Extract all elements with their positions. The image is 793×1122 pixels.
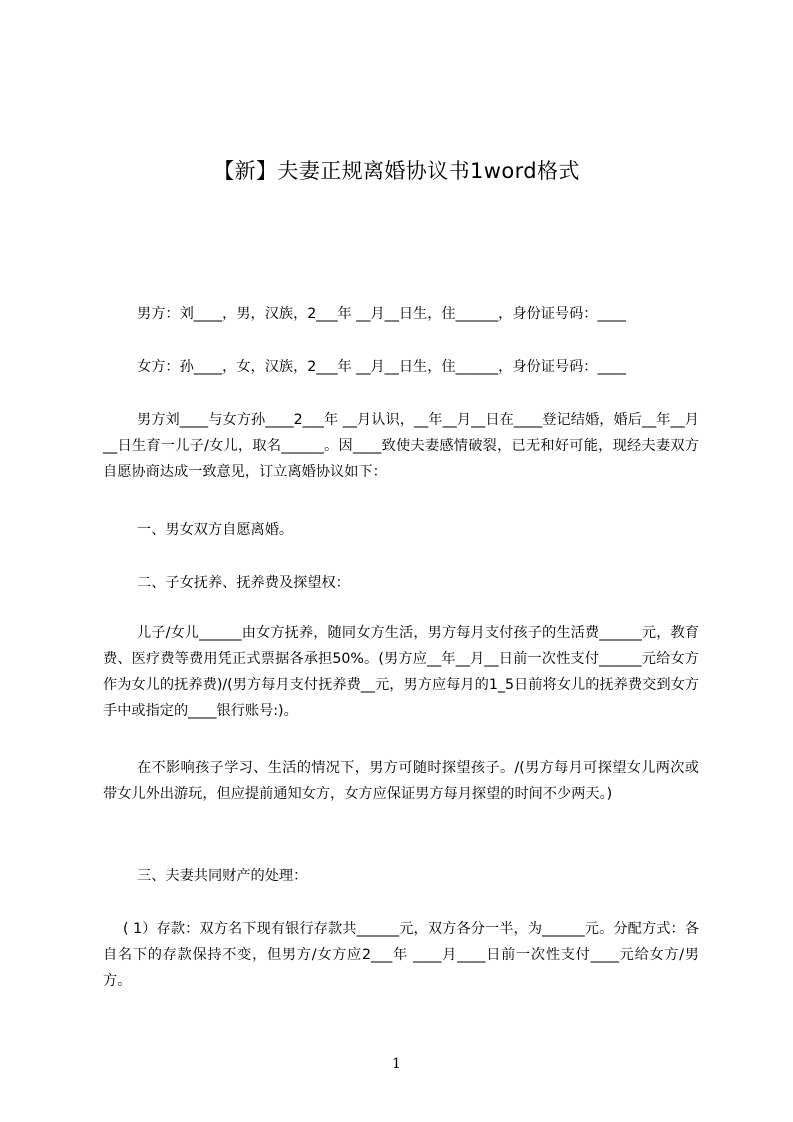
section-one-heading: 一、男女双方自愿离婚。	[137, 522, 294, 539]
savings-paragraph: ( 1）存款：双方名下现有银行存款共______元，双方各分一半，为______元。分配方式：各自名下的存款保持不变，但男方/女方应2___年 ____月____日前一次性支付____元给女方/男方。	[103, 921, 699, 990]
visitation-paragraph: 在不影响孩子学习、生活的情况下，男方可随时探望孩子。/(男方每月可探望女儿两次或带女儿外出游玩，但应提前通知女方，女方应保证男方每月探望的时间不少两天。)	[103, 760, 699, 803]
introduction-paragraph: 男方刘____与女方孙____2___年 __月认识，__年__月__日在____登记结婚，婚后__年__月__日生育一儿子/女儿，取名______。因____致使夫妻感情破裂，已无和好可能，现经夫妻双方自愿协商达成一致意见，订立离婚协议如下：	[103, 412, 699, 481]
document-title: 【新】夫妻正规离婚协议书1word格式	[213, 159, 580, 184]
section-three-heading: 三、夫妻共同财产的处理：	[137, 868, 308, 885]
custody-paragraph: 儿子/女儿______由女方抚养，随同女方生活，男方每月支付孩子的生活费______元，教育费、医疗费等费用凭正式票据各承担50%。(男方应__年__月__日前一次性支付______元给女方作为女儿的抚养费)/(男方每月支付抚养费__元，男方应每月的1_5日前将女儿的抚养费交到女方手中或指定的____银行账号:)。	[103, 625, 699, 720]
page-number: 1	[392, 1056, 401, 1072]
section-two-heading: 二、子女抚养、抚养费及探望权：	[137, 575, 350, 592]
male-party-paragraph: 男方：刘____，男，汉族，2___年 __月__日生，住______，身份证号码：____	[137, 306, 626, 323]
female-party-paragraph: 女方：孙____，女，汉族，2___年 __月__日生，住______，身份证号码：____	[137, 359, 626, 376]
